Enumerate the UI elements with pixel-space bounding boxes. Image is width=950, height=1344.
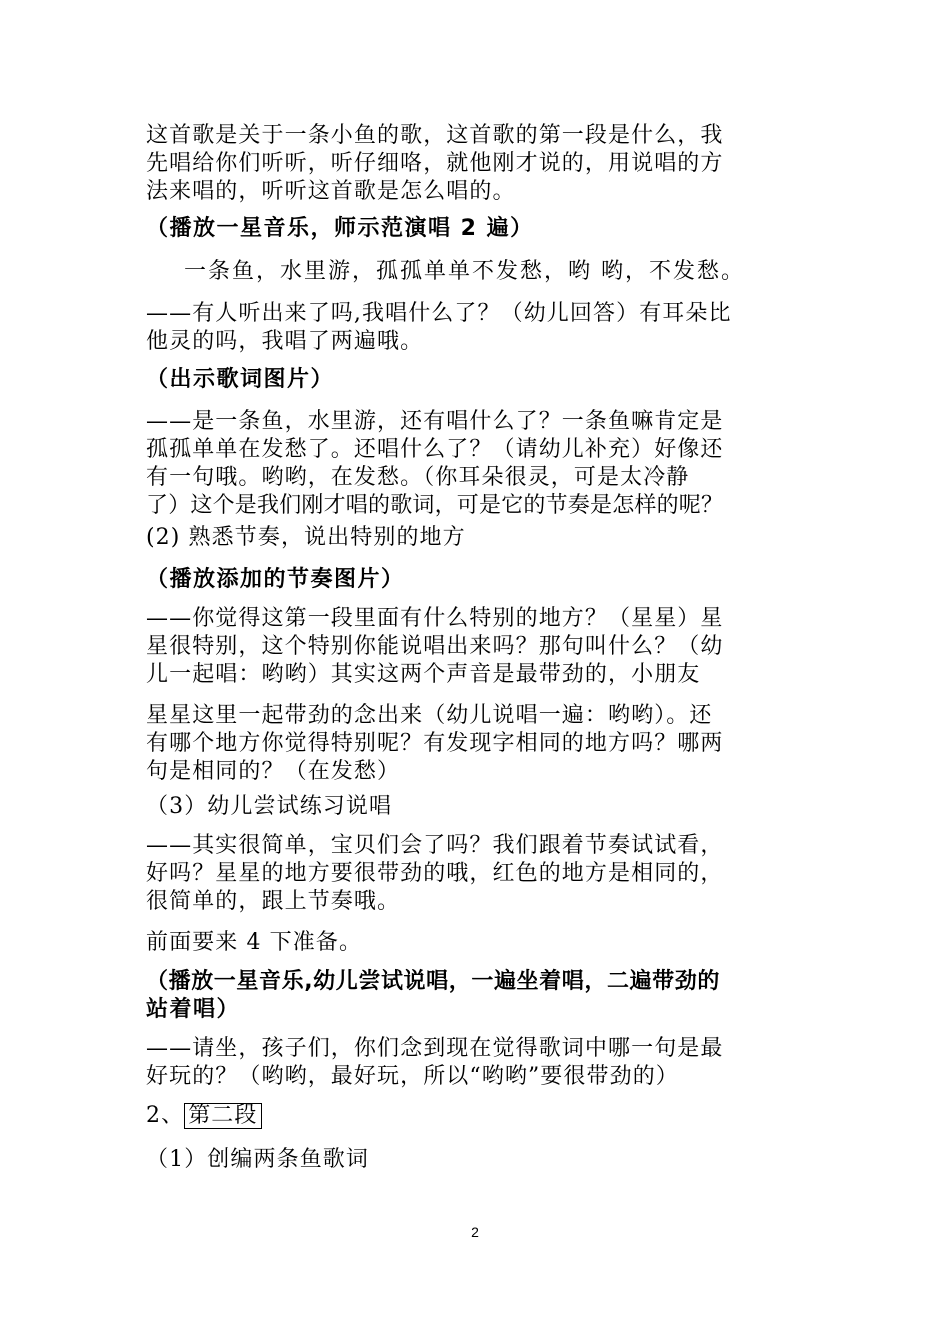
text-line: ——是一条鱼，水里游，还有唱什么了？一条鱼嘛肯定是 [146, 409, 724, 434]
boxed-section-title: 第二段 [184, 1103, 261, 1129]
text-line: ——其实很简单，宝贝们会了吗？我们跟着节奏试试看， [146, 833, 724, 858]
section-step-heading: (2) 熟悉节奏，说出特别的地方 [146, 525, 466, 550]
text-line: 法来唱的，听听这首歌是怎么唱的。 [146, 179, 516, 204]
paragraph-question [146, 300, 806, 356]
text-line: 站着唱） [146, 997, 241, 1022]
text-line: 这首歌是关于一条小鱼的歌，这首歌的第一段是什么，我 [146, 123, 724, 148]
paragraph-practice [146, 832, 806, 916]
text-line: （播放一星音乐,幼儿尝试说唱，一遍坐着唱，二遍带劲的 [146, 969, 720, 994]
paragraph-prepare: 前面要来 4 下准备。 [146, 930, 363, 955]
text-line: 好玩的？（哟哟，最好玩，所以“哟哟”要很带劲的） [146, 1064, 679, 1089]
text-line: 很简单的，跟上节奏哦。 [146, 889, 401, 914]
section-step-heading: （1）创编两条鱼歌词 [146, 1147, 369, 1172]
text-line: 先唱给你们听听，听仔细咯，就他刚才说的，用说唱的方 [146, 151, 724, 176]
stage-direction-heading: （出示歌词图片） [146, 367, 335, 392]
text-line: 他灵的吗，我唱了两遍哦。 [146, 329, 424, 354]
text-line: ——你觉得这第一段里面有什么特别的地方？（星星）星 [146, 606, 724, 631]
text-line: ——请坐，孩子们，你们念到现在觉得歌词中哪一句是最 [146, 1036, 724, 1061]
stage-direction-heading [146, 968, 806, 1024]
text-line: 句是相同的？（在发愁） [146, 759, 401, 784]
text-line: 星很特别，这个特别你能说唱出来吗？那句叫什么？（幼 [146, 634, 724, 659]
page-number: 2 [471, 1224, 479, 1240]
text-line: 有一句哦。哟哟，在发愁。（你耳朵很灵，可是太冷静 [146, 465, 690, 490]
paragraph-rhythm-continued [146, 702, 806, 786]
section-step-heading: （3）幼儿尝试练习说唱 [146, 794, 393, 819]
text-line: 有哪个地方你觉得特别呢？有发现字相同的地方吗？哪两 [146, 731, 724, 756]
text-line: 儿一起唱：哟哟）其实这两个声音是最带劲的，小朋友 [146, 662, 701, 687]
stage-direction-heading: （播放添加的节奏图片） [146, 567, 405, 592]
stage-direction-heading: （播放一星音乐，师示范演唱 2 遍） [146, 216, 534, 241]
paragraph-rhythm-discussion [146, 605, 806, 689]
text-line: 孤孤单单在发愁了。还唱什么了？（请幼儿补充）好像还 [146, 437, 724, 462]
paragraph-lyrics-discussion [146, 408, 806, 520]
text-line: 好吗？星星的地方要很带劲的哦，红色的地方是相同的， [146, 861, 724, 886]
paragraph-intro [146, 122, 806, 206]
lyrics-line: 一条鱼，水里游，孤孤单单不发愁，哟 哟，不发愁。 [184, 259, 745, 284]
text-line: 了）这个是我们刚才唱的歌词，可是它的节奏是怎样的呢？ [146, 493, 724, 518]
section-heading-2 [146, 1102, 806, 1130]
paragraph-favorite-line [146, 1035, 806, 1091]
text-line: ——有人听出来了吗,我唱什么了？（幼儿回答）有耳朵比 [146, 301, 732, 326]
text-line: 星星这里一起带劲的念出来（幼儿说唱一遍：哟哟）。还 [146, 703, 713, 728]
section-number: 2、 [146, 1103, 185, 1128]
